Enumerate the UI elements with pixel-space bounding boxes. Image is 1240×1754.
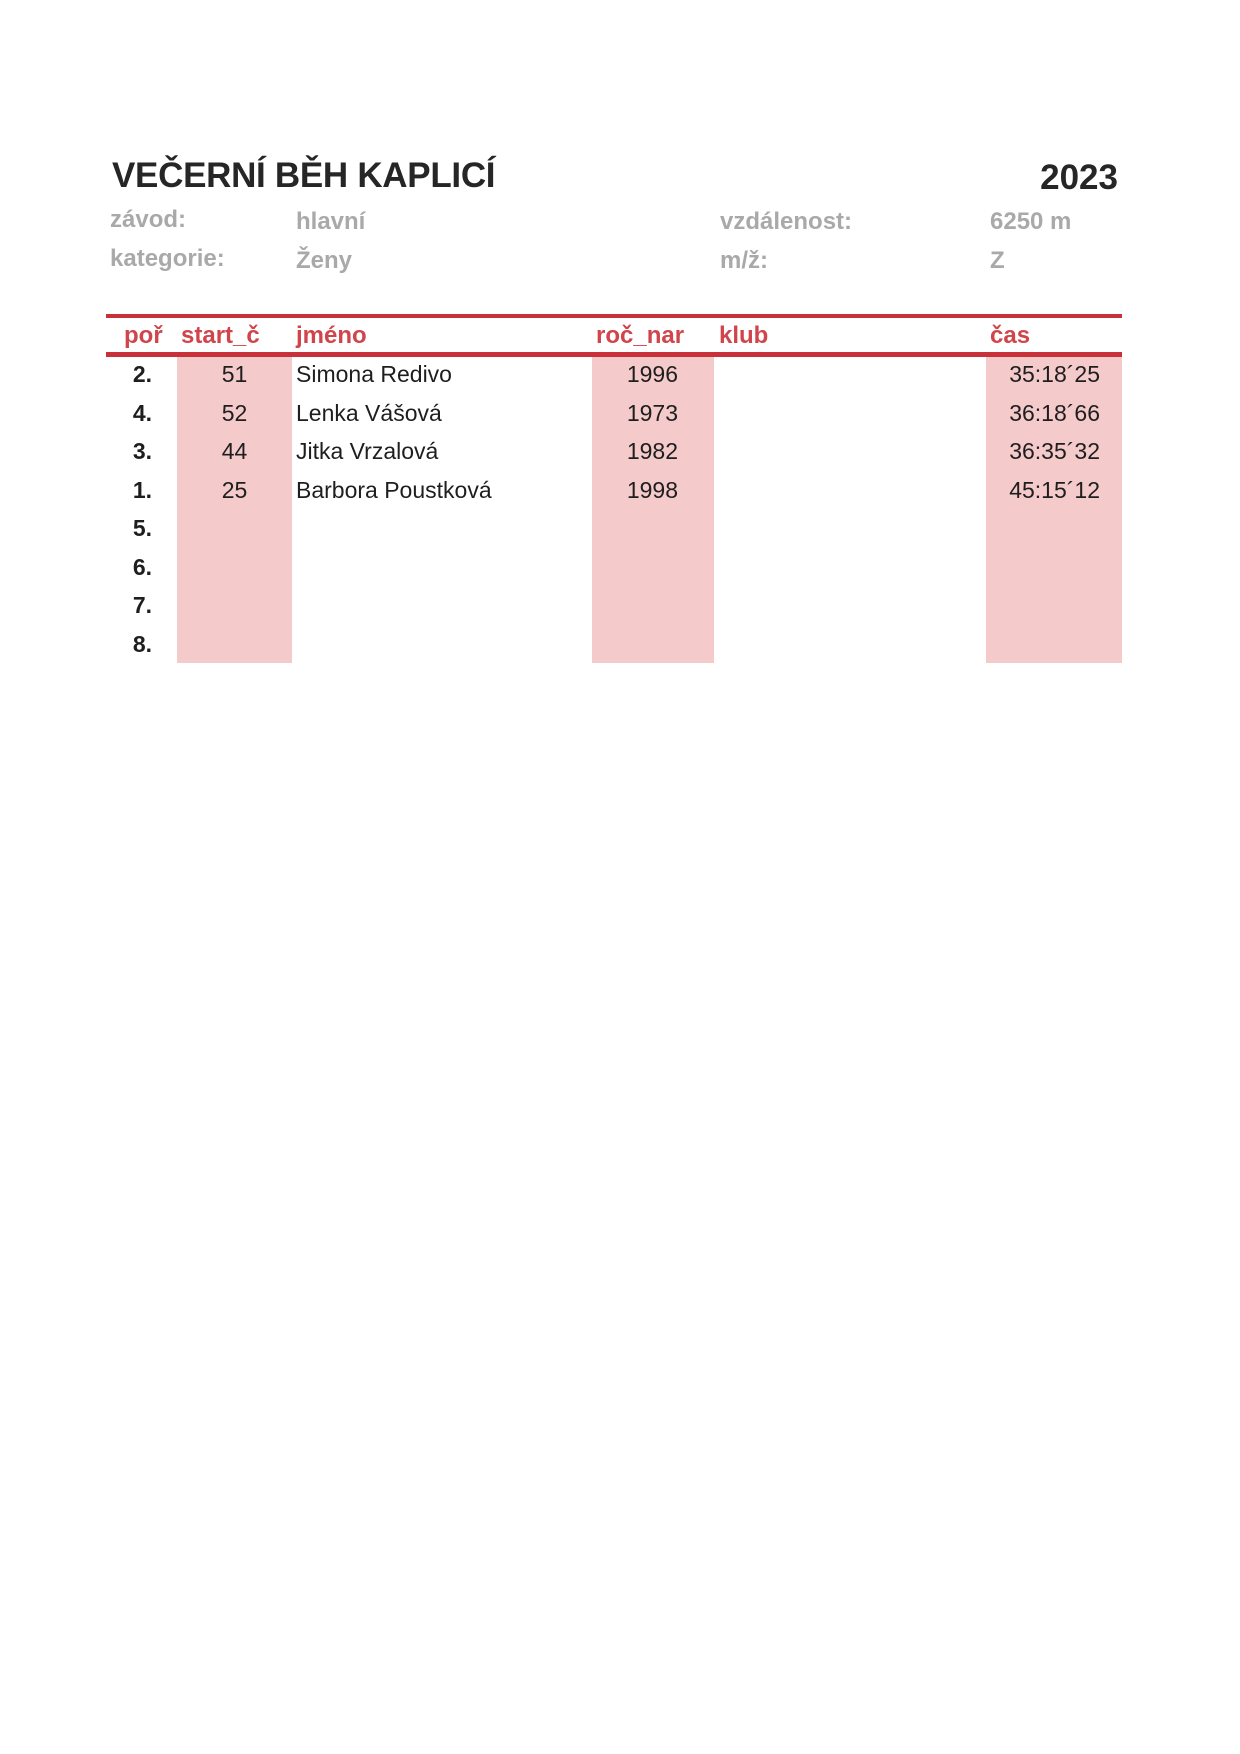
time-cell: 36:35´32 xyxy=(1009,438,1100,464)
place-cell: 6. xyxy=(132,553,152,580)
place-cell: 4. xyxy=(132,399,152,426)
gender-value: Z xyxy=(990,247,1005,274)
birth-year-cell: 1973 xyxy=(626,399,678,426)
gender-label: m/ž: xyxy=(720,247,768,274)
distance-label: vzdálenost: xyxy=(720,208,853,235)
table-row xyxy=(0,627,1240,666)
page-title: VEČERNÍ BĚH KAPLICÍ xyxy=(112,156,496,195)
place-cell: 8. xyxy=(132,630,152,657)
distance-value: 6250 m xyxy=(990,208,1072,235)
place-cell: 1. xyxy=(132,476,152,503)
place-cell: 2. xyxy=(132,361,152,387)
column-header-time: čas xyxy=(990,322,1031,349)
place-cell: 3. xyxy=(132,438,152,464)
year-label: 2023 xyxy=(1040,158,1118,197)
start-number-cell: 25 xyxy=(221,476,248,503)
table-row xyxy=(0,396,1240,435)
column-header-place: poř xyxy=(124,322,163,349)
name-cell: Barbora Poustková xyxy=(296,476,492,503)
place-cell: 7. xyxy=(132,592,152,618)
category-value: Ženy xyxy=(296,247,353,274)
column-header-name: jméno xyxy=(296,322,367,349)
race-label: závod: xyxy=(110,206,187,233)
time-cell: 35:18´25 xyxy=(1009,361,1100,387)
birth-year-cell: 1998 xyxy=(626,476,678,503)
name-cell: Lenka Vášová xyxy=(296,399,442,426)
column-header-club: klub xyxy=(719,322,769,349)
category-label: kategorie: xyxy=(110,245,225,272)
column-header-birth-year: roč_nar xyxy=(596,322,685,349)
table-row xyxy=(0,434,1240,473)
table-row xyxy=(0,550,1240,589)
table-row xyxy=(0,473,1240,512)
results-table xyxy=(0,357,1240,665)
header-top-rule xyxy=(106,314,1122,318)
birth-year-cell: 1982 xyxy=(626,438,678,464)
name-cell: Simona Redivo xyxy=(296,361,452,387)
table-row xyxy=(0,511,1240,550)
race-value: hlavní xyxy=(296,208,366,235)
name-cell: Jitka Vrzalová xyxy=(296,438,439,464)
start-number-cell: 51 xyxy=(221,361,248,387)
time-cell: 45:15´12 xyxy=(1009,476,1100,503)
start-number-cell: 44 xyxy=(221,438,248,464)
table-row xyxy=(0,588,1240,627)
table-row xyxy=(0,357,1240,396)
column-header-start-number: start_č xyxy=(181,322,260,349)
start-number-cell: 52 xyxy=(221,399,248,426)
birth-year-cell: 1996 xyxy=(626,361,678,387)
place-cell: 5. xyxy=(132,515,152,541)
time-cell: 36:18´66 xyxy=(1009,399,1100,426)
